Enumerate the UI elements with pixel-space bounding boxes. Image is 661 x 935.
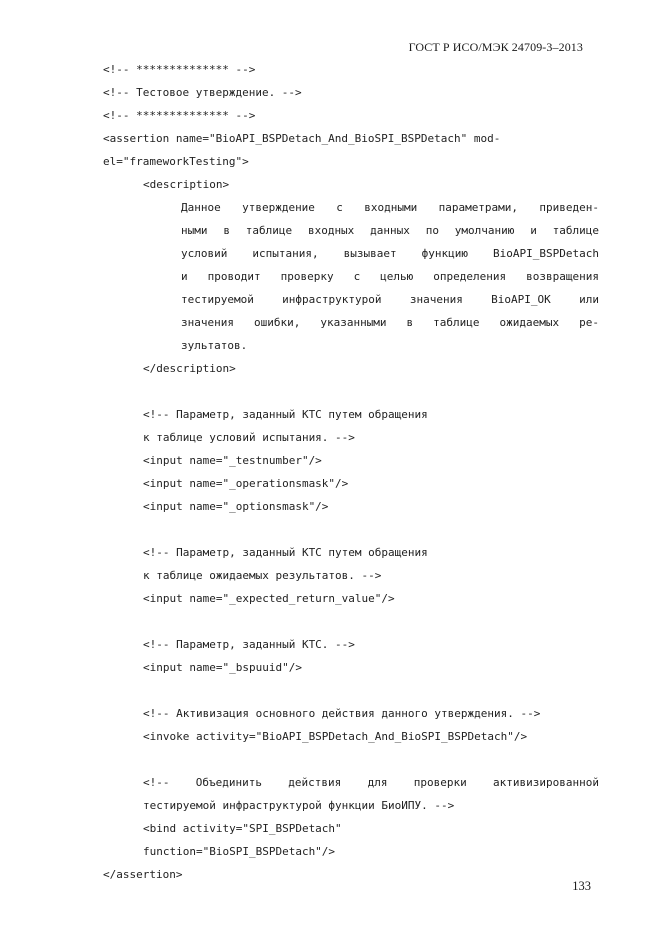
bind-tag-cont: function="BioSPI_BSPDetach"/> xyxy=(143,845,336,858)
activation-comment: <!-- Активизация основного действия данного утверждения. --> xyxy=(143,707,541,720)
description-line: Данное утверждение с входными параметрами, приведен- xyxy=(181,201,599,214)
document-header: ГОСТ Р ИСО/МЭК 24709-3–2013 xyxy=(408,40,583,54)
input-expected-return-value: <input name="_expected_return_value"/> xyxy=(143,592,395,605)
assertion-close-tag: </assertion> xyxy=(103,868,183,881)
parameter-comment: к таблице условий испытания. --> xyxy=(143,431,355,444)
bind-tag: <bind activity="SPI_BSPDetach" xyxy=(143,822,342,835)
bind-comment: тестируемой инфраструктурой функции БиоИПУ. --> xyxy=(143,799,455,812)
parameter-comment: <!-- Параметр, заданный КТС путем обращения xyxy=(143,546,428,559)
input-optionsmask: <input name="_optionsmask"/> xyxy=(143,500,329,513)
separator-comment: <!-- ************** --> xyxy=(103,63,256,76)
invoke-tag: <invoke activity="BioAPI_BSPDetach_And_BioSPI_BSPDetach"/> xyxy=(143,730,528,743)
assertion-open-tag: <assertion name="BioAPI_BSPDetach_And_BioSPI_BSPDetach" mod- xyxy=(103,132,501,145)
parameter-comment: к таблице ожидаемых результатов. --> xyxy=(143,569,382,582)
description-open-tag: <description> xyxy=(143,178,230,191)
description-close-tag: </description> xyxy=(143,362,236,375)
description-line: условий испытания, вызывает функцию BioAPI_BSPDetach xyxy=(181,247,599,260)
separator-comment: <!-- ************** --> xyxy=(103,109,256,122)
test-assertion-comment: <!-- Тестовое утверждение. --> xyxy=(103,86,302,99)
input-operationsmask: <input name="_operationsmask"/> xyxy=(143,477,349,490)
assertion-open-tag-cont: el="frameworkTesting"> xyxy=(103,155,249,168)
parameter-comment: <!-- Параметр, заданный КТС. --> xyxy=(143,638,355,651)
description-line: значения ошибки, указанными в таблице ожидаемых ре- xyxy=(181,316,599,329)
page-number: 133 xyxy=(572,879,591,893)
parameter-comment: <!-- Параметр, заданный КТС путем обращения xyxy=(143,408,428,421)
input-testnumber: <input name="_testnumber"/> xyxy=(143,454,322,467)
description-line: тестируемой инфраструктурой значения BioAPI_OK или xyxy=(181,293,599,306)
description-line: ными в таблице входных данных по умолчанию и таблице xyxy=(181,224,599,237)
bind-comment: <!-- Объединить действия для проверки активизированной xyxy=(143,776,599,789)
description-line: зультатов. xyxy=(181,339,248,352)
input-bspuuid: <input name="_bspuuid"/> xyxy=(143,661,302,674)
description-line: и проводит проверку с целью определения возвращения xyxy=(181,270,599,283)
